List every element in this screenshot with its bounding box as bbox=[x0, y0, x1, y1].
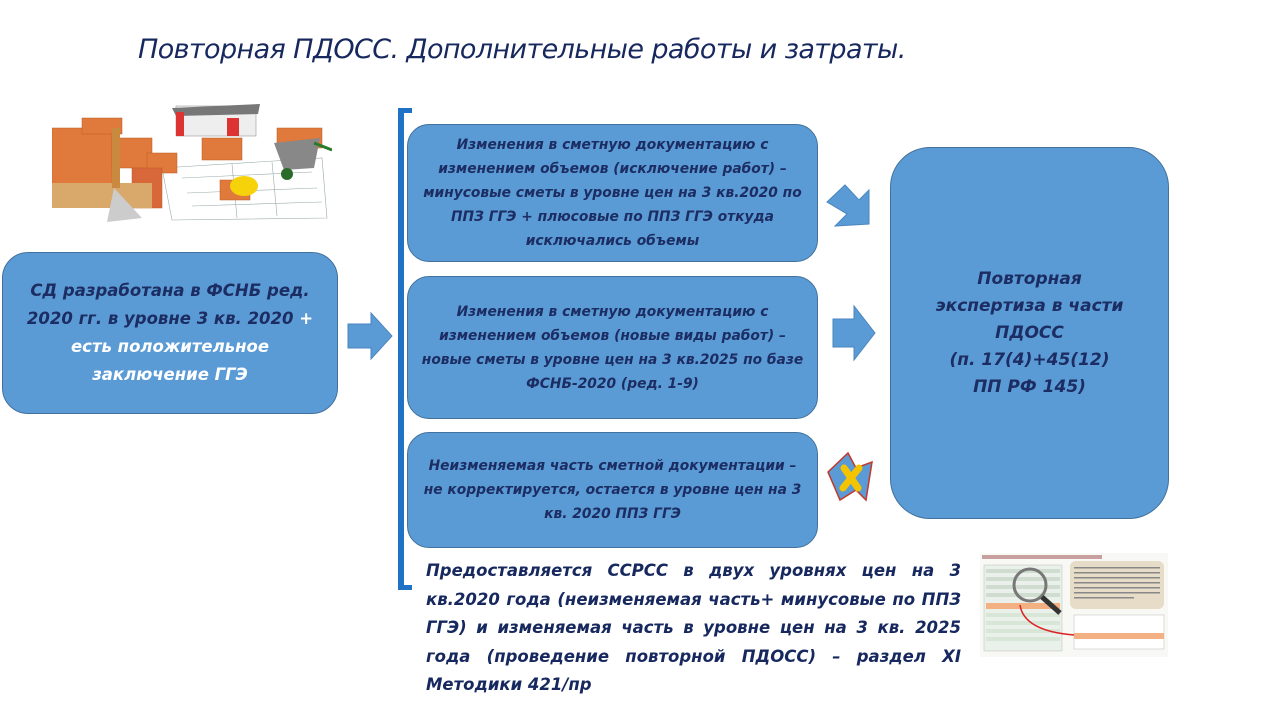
source-doc-text: СД разработана в ФСНБ ред. 2020 гг. в уровне 3 кв. 2020 bbox=[26, 281, 310, 328]
repeat-expertise-box bbox=[890, 147, 1169, 519]
construction-bricks-image bbox=[52, 98, 332, 224]
right-line-2: экспертиза в части bbox=[935, 295, 1124, 316]
unchanged-part-text: Неизменяемая часть сметной документации – не корректируется, остается в уровне цен на 3 кв. 2020 ППЗ ГГЭ bbox=[423, 458, 802, 522]
excluded-works-box bbox=[407, 124, 818, 262]
methodology-thumbnail-image bbox=[980, 553, 1168, 657]
source-documentation-box bbox=[2, 252, 338, 414]
slide-title: Повторная ПДОСС. Дополнительные работы и затраты. bbox=[138, 34, 906, 65]
right-line-3: ПДОСС bbox=[995, 322, 1064, 343]
new-works-text: Изменения в сметную документацию с изменением объемов (новые виды работ) – новые сметы в уровне цен на 3 кв.2025 по базе ФСНБ-2020 (ред. 1-9) bbox=[421, 303, 804, 392]
arrow-right-icon bbox=[832, 304, 876, 362]
right-line-1: Повторная bbox=[977, 268, 1082, 289]
plus-sign: + bbox=[293, 309, 314, 328]
arrow-down-right-icon bbox=[825, 180, 875, 228]
excluded-works-text: Изменения в сметную документацию с изменением объемов (исключение работ) – минусовые сметы в уровне цен на 3 кв.2020 по ППЗ ГГЭ + плюсовые по ППЗ ГГЭ откуда исключались объемы bbox=[423, 137, 802, 249]
positive-conclusion-text: есть положительное заключение ГГЭ bbox=[70, 337, 270, 384]
right-line-4: (п. 17(4)+45(12) bbox=[949, 349, 1110, 370]
right-line-5: ПП РФ 145) bbox=[973, 376, 1086, 397]
blocked-arrow-icon bbox=[826, 450, 874, 506]
arrow-right-icon bbox=[347, 312, 393, 360]
ssrss-note: Предоставляется ССРСС в двух уровнях цен на 3 кв.2020 года (неизменяемая часть+ минусовые по ППЗ ГГЭ) и изменяемая часть в уровне цен на 3 кв. 2025 года (проведение повторной ПДОСС) – раздел XI Методики 421/пр bbox=[426, 561, 961, 694]
unchanged-part-box bbox=[407, 432, 818, 548]
new-works-box bbox=[407, 276, 818, 419]
